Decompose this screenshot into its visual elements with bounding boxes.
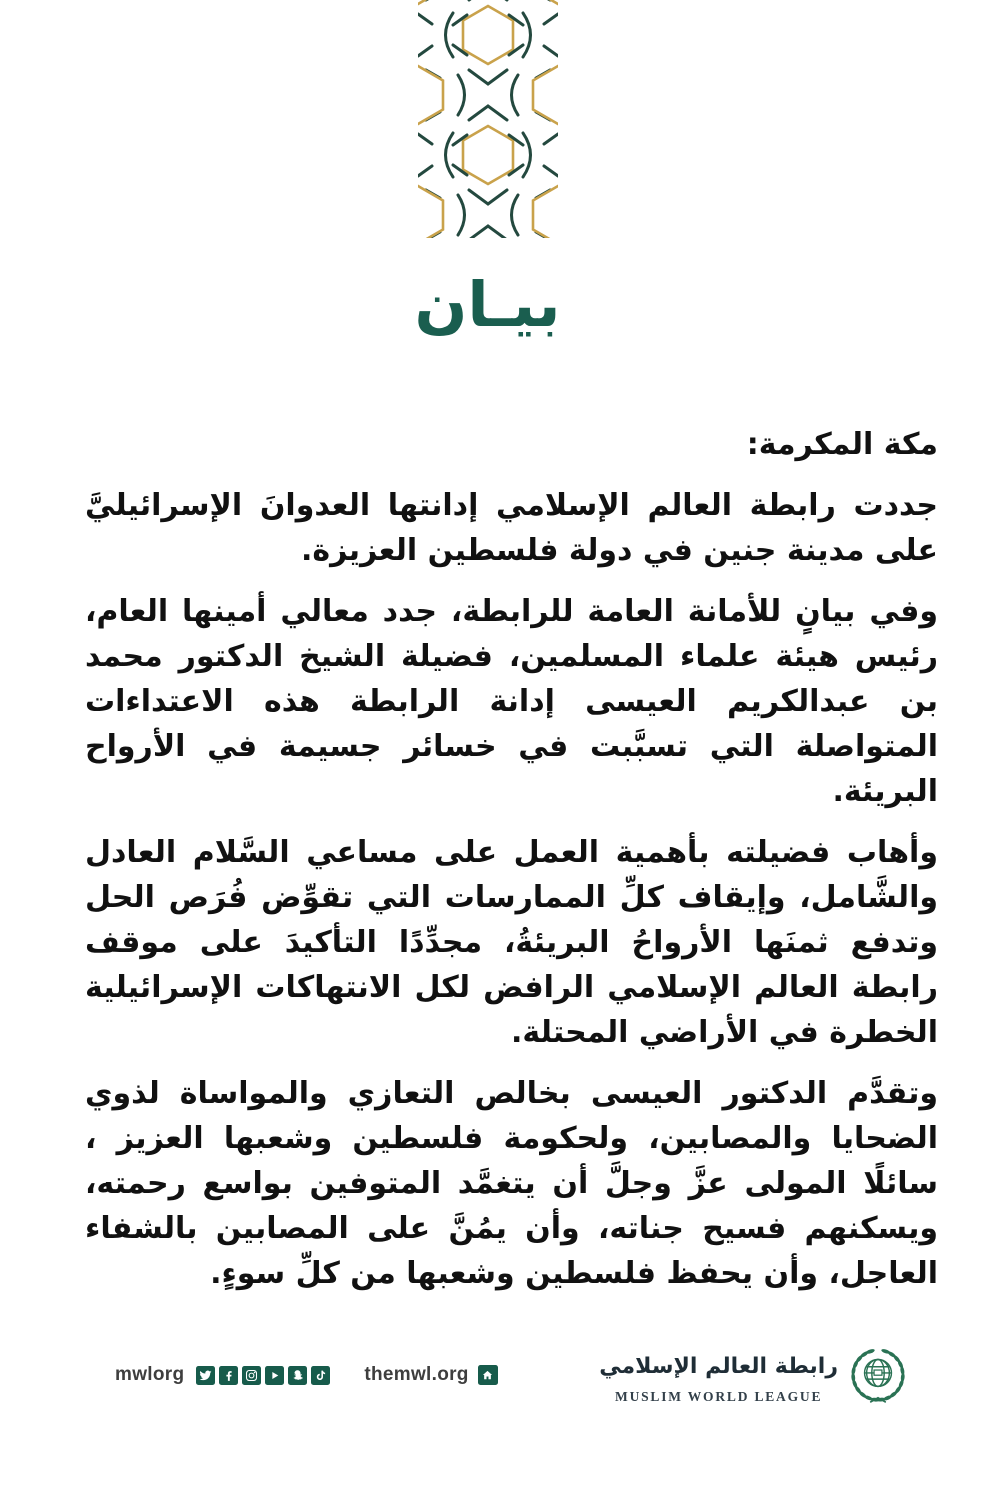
youtube-icon[interactable]	[265, 1366, 284, 1385]
paragraph-1: جددت رابطة العالم الإسلامي إدانتها العدوانَ الإسرائيليَّ على مدينة جنين في دولة فلسطين العزيزة.	[85, 488, 938, 568]
location-heading: مكة المكرمة:	[746, 427, 938, 462]
footer-social-bar	[115, 1364, 498, 1386]
statement-body	[85, 422, 938, 1296]
paragraph-4: وتقدَّم الدكتور العيسى بخالص التعازي والمواساة لذوي الضحايا والمصابين، ولحكومة فلسطين وشعبها العزيز ، سائلًا المولى عزَّ وجلَّ أن يتغمَّد المتوفين بواسع رحمته، ويسكنهم فسيح جناته، وأن يمُنَّ على المصابين بالشفاء العاجل، وأن يحفظ فلسطين وشعبها من كلِّ سوءٍ.	[85, 1076, 938, 1291]
home-icon[interactable]	[478, 1365, 498, 1385]
wreath-globe-emblem	[848, 1344, 908, 1406]
logo-english-name: MUSLIM WORLD LEAGUE	[615, 1389, 823, 1404]
social-icons	[196, 1366, 330, 1385]
tiktok-icon[interactable]	[311, 1366, 330, 1385]
geometric-pattern	[418, 0, 558, 238]
paragraph-3: وأهاب فضيلته بأهمية العمل على مساعي السَّلام العادل والشَّامل، وإيقاف كلِّ الممارسات التي تقوِّض فُرَص الحل وتدفع ثمنَها الأرواحُ البريئةُ، مجدِّدًا التأكيدَ على موقف رابطة العالم الإسلامي الرافض لكل الانتهاكات الإسرائيلية الخطرة في الأراضي المحتلة.	[85, 835, 938, 1050]
logo-text	[599, 1345, 838, 1405]
facebook-icon[interactable]	[219, 1366, 238, 1385]
snapchat-icon[interactable]	[288, 1366, 307, 1385]
logo-arabic-name: رابطة العالم الإسلامي	[599, 1354, 838, 1379]
mwl-logo	[599, 1344, 908, 1406]
paragraph-2: وفي بيانٍ للأمانة العامة للرابطة، جدد معالي أمينها العام، رئيس هيئة علماء المسلمين، فضيلة الشيخ الدكتور محمد بن عبدالكريم العيسى إدانة الرابطة هذه الاعتداءات المتواصلة التي تسبَّبت في خسائر جسيمة في الأرواح البريئة.	[85, 594, 938, 809]
twitter-icon[interactable]	[196, 1366, 215, 1385]
instagram-icon[interactable]	[242, 1366, 261, 1385]
statement-title: بيـان	[414, 268, 561, 341]
website-url[interactable]: themwl.org	[364, 1364, 469, 1385]
social-handle: mwlorg	[115, 1364, 185, 1385]
